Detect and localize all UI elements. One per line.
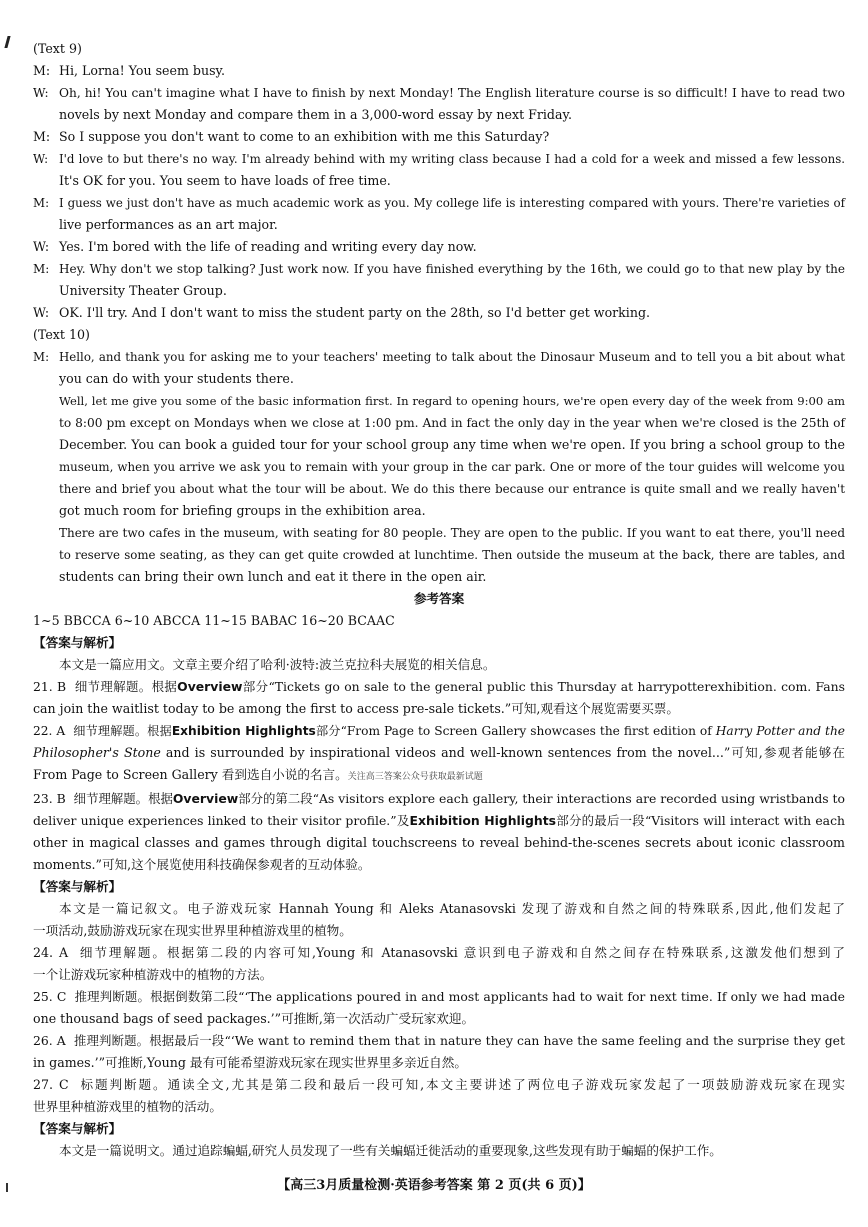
text10-label: (Text 10) — [33, 327, 90, 342]
dialogue-line: W: I'd love to but there's no way. I'm already behind with my writing class because I had a cold for a week and missed a few lessons. — [33, 148, 845, 170]
section-intro: 本文是一篇记叙文。电子游戏玩家 Hannah Young 和 Aleks Atanasovski 发现了游戏和自然之间的特殊联系,因此,他们发起了 — [59, 901, 845, 916]
speaker: M: — [33, 63, 51, 78]
monologue-line: there and brief you about what the tour will be about. We do this there because our entrance is quite small and we really haven't — [59, 482, 845, 496]
question-23-cont: other in magical classes and games through digital touchscreens to reveal behind-the-scenes secrets about iconic classroom — [33, 835, 845, 850]
dialogue-line: live performances as an art major. — [59, 217, 278, 232]
monologue-line: Well, let me give you some of the basic information first. In regard to opening hours, we're open every day of the week from 9:00 am — [59, 394, 845, 408]
page-footer: 【高三3月质量检测·英语参考答案 第 2 页(共 6 页)】 — [277, 1178, 591, 1193]
monologue-line: to reserve some seating, as they can get quite crowded at lunchtime. Then outside the museum at the back, there are tables, and — [59, 548, 845, 562]
question-21: 21. B 细节理解题。根据Overview部分“Tickets go on sale to the general public this Thursday at harrypotterexhibition. com. Fans — [33, 679, 846, 694]
section-intro: 本文是一篇说明文。通过追踪蝙蝠,研究人员发现了一些有关蝙蝠迁徙活动的重要现象,这些发现有助于蝙蝠的保护工作。 — [59, 1143, 722, 1158]
question-22: 22. A 细节理解题。根据Exhibition Highlights部分“From Page to Screen Gallery showcases the first edition of Harry Potter and the — [33, 724, 846, 738]
dialogue-line: W: OK. I'll try. And I don't want to miss the student party on the 28th, so I'd better get working. — [33, 302, 845, 324]
section-intro-cont: 一项活动,鼓励游戏玩家在现实世界里种植游戏里的植物。 — [33, 923, 352, 938]
section-intro: 本文是一篇应用文。文章主要介绍了哈利·波特:波兰克拉科夫展览的相关信息。 — [59, 657, 496, 672]
text9-dialogue — [33, 60, 845, 324]
dialogue-line: M: So I suppose you don't want to come to an exhibition with me this Saturday? — [33, 126, 845, 148]
speaker: W: — [33, 152, 49, 166]
section-label: 【答案与解析】 — [33, 879, 122, 894]
monologue-line: to 8:00 pm except on Mondays when we close at 1:00 pm. And in fact the only day in the year when we're closed is the 25th of — [59, 416, 845, 430]
monologue-line: got much room for briefing groups in the exhibition area. — [59, 503, 426, 518]
dialogue-line: novels by next Monday and compare them in a 3,000-word essay by next Friday. — [59, 107, 572, 122]
dialogue-line: M: Hi, Lorna! You seem busy. — [33, 60, 845, 82]
question-27: 27. C 标题判断题。通读全文,尤其是第二段和最后一段可知,本文主要讲述了两位电子游戏玩家发起了一项鼓励游戏玩家在现实 — [33, 1077, 845, 1092]
page-content — [33, 38, 845, 1162]
text9-label: (Text 9) — [33, 41, 82, 56]
question-22-cont: From Page to Screen Gallery 看到选自小说的名言。关注高三答案公众号获取最新试题 — [33, 767, 483, 782]
dialogue-line: It's OK for you. You seem to have loads of free time. — [59, 173, 391, 188]
monologue-line: students can bring their own lunch and eat it there in the open air. — [59, 569, 487, 584]
corner-mark — [4, 36, 10, 48]
monologue-line: December. You can book a guided tour for your school group any time when we're open. If you bring a school group to the — [59, 437, 845, 452]
question-21-cont: can join the waitlist today to be among the first to access pre-sale tickets.”可知,观看这个展览需要买票。 — [33, 701, 679, 716]
question-23-cont: moments.”可知,这个展览使用科技确保参观者的互动体验。 — [33, 857, 371, 872]
section-label: 【答案与解析】 — [33, 1121, 122, 1136]
speaker: M: — [33, 262, 50, 276]
monologue-line: museum, when you arrive we ask you to remain with your group in the car park. One or more of the tour guides will welcome you — [59, 460, 845, 474]
monologue-line: you can do with your students there. — [59, 371, 294, 386]
question-25: 25. C 推理判断题。根据倒数第二段“‘The applications poured in and most applicants had to wait for next time. If only we had made — [33, 989, 845, 1004]
dialogue-line: M: Hey. Why don't we stop talking? Just work now. If you have finished everything by the 16th, we could go to that new play by the — [33, 258, 845, 280]
question-23: 23. B 细节理解题。根据Overview部分的第二段“As visitors explore each gallery, their interactions are recorded using wristbands to — [33, 791, 845, 806]
speaker: M: — [33, 196, 50, 210]
question-27-cont: 世界里种植游戏里的植物的活动。 — [33, 1099, 222, 1114]
question-22-cont: Philosopher's Stone and is surrounded by inspirational videos and well-known sentences from the novel...”可知,参观者能够在 — [33, 745, 845, 760]
section-label: 【答案与解析】 — [33, 635, 122, 650]
monologue-line: M: Hello, and thank you for asking me to your teachers' meeting to talk about the Dinosaur Museum and to tell you a bit about what — [33, 346, 845, 368]
speaker: W: — [33, 86, 49, 100]
text10-monologue — [33, 346, 845, 588]
answer-key: 1~5 BBCCA 6~10 ABCCA 11~15 BABAC 16~20 BCAAC — [33, 613, 395, 628]
dialogue-line: University Theater Group. — [59, 283, 227, 298]
question-24: 24. A 细节理解题。根据第二段的内容可知,Young 和 Atanasovski 意识到电子游戏和自然之间存在特殊联系,这激发他们想到了 — [33, 945, 845, 960]
question-25-cont: one thousand bags of seed packages.’”可推断,第一次活动广受玩家欢迎。 — [33, 1011, 475, 1026]
question-23-cont: deliver unique experiences linked to their visitor profile.”及Exhibition Highlights部分的最后一段“Visitors will interact with each — [33, 813, 845, 828]
watermark-note: 关注高三答案公众号获取最新试题 — [347, 772, 483, 782]
speaker: M: — [33, 350, 50, 364]
dialogue-line: M: I guess we just don't have as much academic work as you. My college life is interesting compared with yours. There're varieties of — [33, 192, 845, 214]
dialogue-line: W: Oh, hi! You can't imagine what I have to finish by next Monday! The English literature course is so difficult! I have to read two — [33, 82, 845, 104]
answers-heading: 参考答案 — [413, 591, 465, 606]
question-24-cont: 一个让游戏玩家种植游戏中的植物的方法。 — [33, 967, 273, 982]
speaker: M: — [33, 129, 51, 144]
question-26-cont: in games.’”可推断,Young 最有可能希望游戏玩家在现实世界里多亲近自然。 — [33, 1055, 467, 1070]
dialogue-line: W: Yes. I'm bored with the life of reading and writing every day now. — [33, 236, 845, 258]
monologue-line: There are two cafes in the museum, with seating for 80 people. They are open to the public. If you want to eat there, you'll need — [59, 526, 845, 540]
speaker: W: — [33, 305, 50, 320]
speaker: W: — [33, 239, 50, 254]
question-26: 26. A 推理判断题。根据最后一段“‘We want to remind them that in nature they can have the same feeling and the surprise they get — [33, 1033, 845, 1048]
